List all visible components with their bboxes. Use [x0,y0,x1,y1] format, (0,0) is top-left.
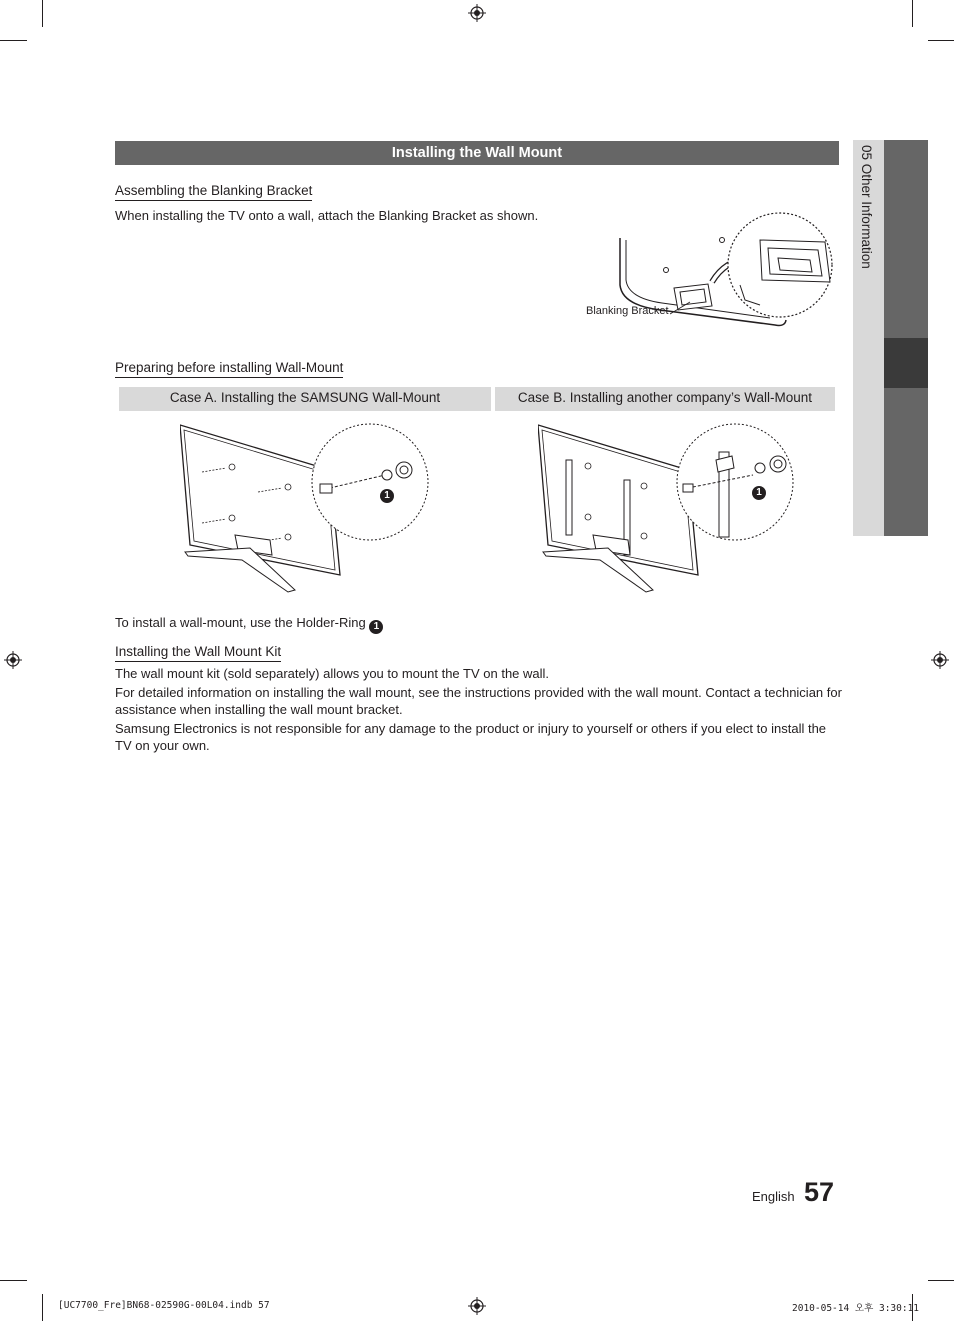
registration-mark-icon [931,651,949,669]
section-title: Installing the Wall Mount [115,141,839,165]
kit-paragraph-3-line-1: Samsung Electronics is not responsible for any damage to the product or injury to yourself or others if you elect to install the [115,720,827,736]
page-language: English [752,1189,795,1204]
case-a-illustration [180,420,435,595]
blanking-bracket-label: Blanking Bracket [586,305,669,317]
kit-paragraph-2-line-2: assistance when installing the wall mount bracket. [115,702,403,717]
kit-heading: Installing the Wall Mount Kit [115,644,281,662]
holder-ring-instruction [115,614,383,634]
blanking-heading: Assembling the Blanking Bracket [115,183,312,201]
footer-date: 2010-05-14 오후 3:30:11 [792,1303,920,1314]
registration-mark-icon [468,1297,486,1315]
kit-paragraph-2-line-1: For detailed information on installing the wall mount, see the instructions provided with the wall mount. Contact a technician for [115,684,842,700]
kit-paragraph-1: The wall mount kit (sold separately) allows you to mount the TV on the wall. [115,666,550,681]
chapter-tab-label: 05 Other Information [859,145,874,269]
holder-ring-callout: 1 [369,620,383,634]
page-number: 57 [804,1177,835,1207]
crop-mark [928,40,954,41]
case-b-callout: 1 [752,480,766,500]
registration-mark-icon [468,4,486,22]
footer-file: [UC7700_Fre]BN68-02590G-00L04.indb 57 [58,1300,270,1311]
case-b-header: Case B. Installing another company’s Wall-Mount [495,387,835,411]
crop-mark [928,1280,954,1281]
crop-mark [0,40,27,41]
kit-paragraph-3-line-2: TV on your own. [115,738,210,753]
crop-mark [42,0,43,27]
case-a-callout: 1 [380,483,394,503]
registration-mark-icon [4,651,22,669]
blanking-text: When installing the TV onto a wall, attach the Blanking Bracket as shown. [115,208,539,223]
preparing-heading: Preparing before installing Wall-Mount [115,360,343,378]
case-a-header: Case A. Installing the SAMSUNG Wall-Mount [119,387,491,411]
chapter-tab-marker [884,338,928,388]
crop-mark [0,1280,27,1281]
crop-mark [912,0,913,27]
crop-mark [42,1294,43,1321]
kit-body [115,665,845,755]
case-b-illustration [538,420,798,595]
holder-ring-text: To install a wall-mount, use the Holder-Ring [115,615,366,630]
